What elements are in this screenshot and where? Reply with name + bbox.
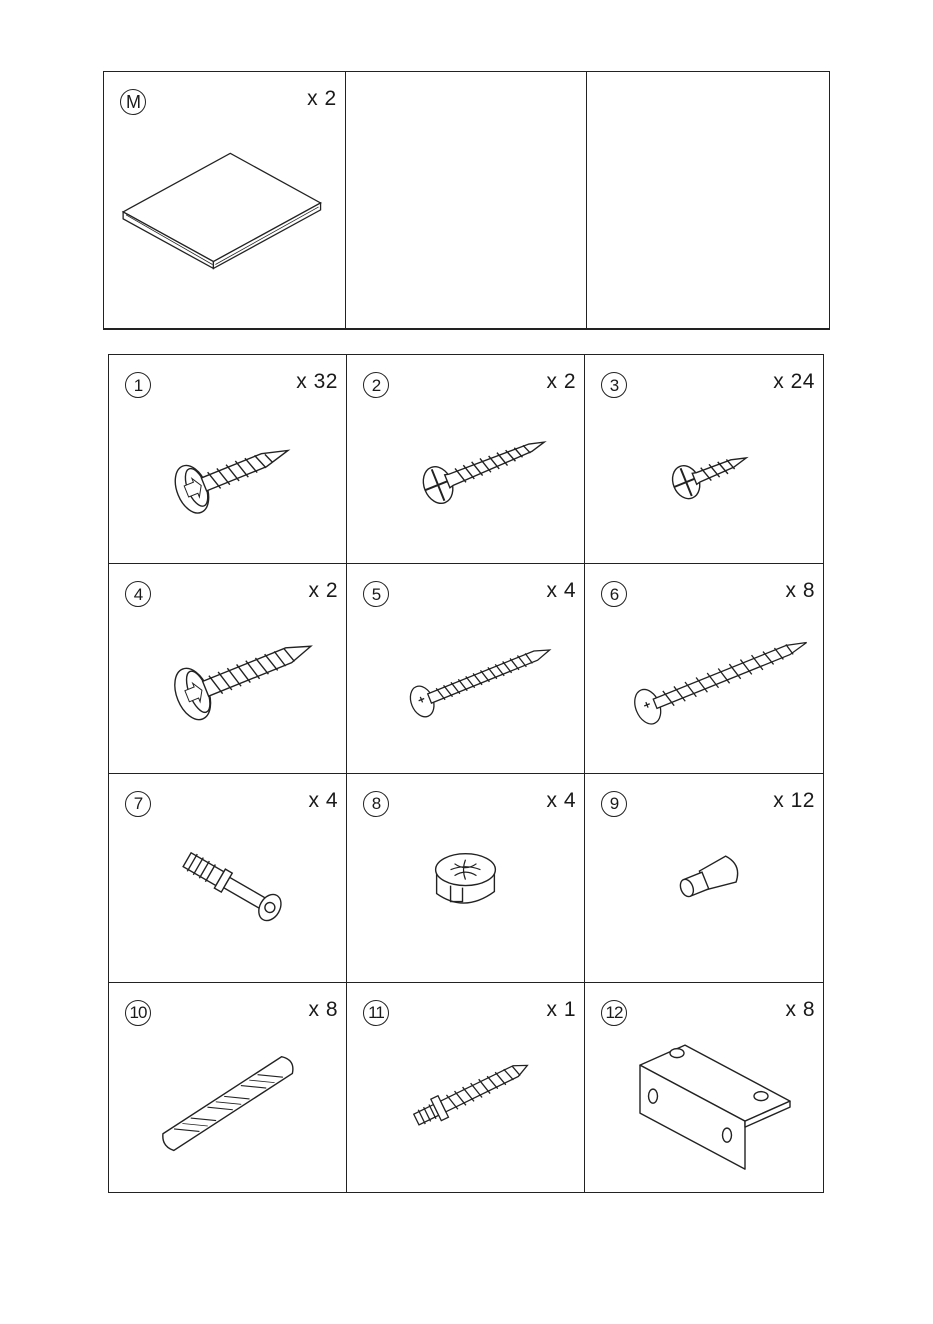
part-cell-5: [347, 564, 585, 773]
part-cell-9: [585, 774, 823, 983]
panel-label-badge: M: [120, 89, 146, 115]
part-cell-8: [347, 774, 585, 983]
part-quantity: x 12: [773, 788, 815, 812]
shelf-support-pin-icon: [585, 774, 823, 982]
part-number-badge: 7: [125, 791, 151, 817]
long-coarse-screw-icon: [585, 564, 823, 772]
cam-lock-icon: [347, 774, 584, 982]
empty-cell: [587, 72, 829, 329]
part-number-badge: 11: [363, 1000, 389, 1026]
part-number-badge: 9: [601, 791, 627, 817]
part-number-badge: 10: [125, 1000, 151, 1026]
cam-bolt-icon: [109, 774, 346, 982]
part-number-badge: 1: [125, 372, 151, 398]
panel-quantity: x 2: [307, 87, 337, 110]
empty-cell: [346, 72, 588, 329]
double-thread-bolt-icon: [347, 983, 584, 1192]
part-cell-3: [585, 355, 823, 564]
countersunk-screw-icon: [347, 355, 584, 563]
part-quantity: x 32: [296, 370, 338, 393]
short-countersunk-screw-icon: [585, 355, 823, 563]
large-pan-head-screw-icon: [109, 564, 346, 772]
part-quantity: x 8: [785, 997, 815, 1021]
part-quantity: x 2: [308, 579, 338, 603]
part-cell-7: [109, 774, 347, 983]
wooden-dowel-icon: [109, 983, 346, 1192]
part-cell-6: [585, 564, 823, 773]
part-quantity: x 1: [546, 997, 576, 1021]
angle-bracket-icon: [585, 983, 823, 1192]
part-quantity: x 2: [546, 370, 576, 393]
part-cell-2: [347, 355, 585, 564]
part-cell-12: [585, 983, 823, 1192]
long-thin-screw-icon: [347, 564, 584, 772]
part-cell-4: [109, 564, 347, 773]
panel-table: [103, 71, 830, 330]
part-quantity: x 24: [773, 370, 815, 393]
pan-head-screw-icon: [109, 355, 346, 563]
part-quantity: x 4: [308, 788, 338, 812]
part-quantity: x 8: [308, 997, 338, 1021]
part-number-badge: 2: [363, 372, 389, 398]
hardware-table: [108, 354, 824, 1193]
part-quantity: x 8: [785, 579, 815, 603]
part-number-badge: 12: [601, 1000, 627, 1026]
part-number-badge: 6: [601, 581, 627, 607]
board-panel-icon: [104, 72, 345, 328]
part-quantity: x 4: [546, 788, 576, 812]
part-number-badge: 8: [363, 791, 389, 817]
part-quantity: x 4: [546, 579, 576, 603]
part-cell-1: [109, 355, 347, 564]
part-cell-10: [109, 983, 347, 1192]
part-number-badge: 4: [125, 581, 151, 607]
part-number-badge: 3: [601, 372, 627, 398]
part-cell-11: [347, 983, 585, 1192]
panel-cell-m: [104, 72, 346, 329]
part-number-badge: 5: [363, 581, 389, 607]
